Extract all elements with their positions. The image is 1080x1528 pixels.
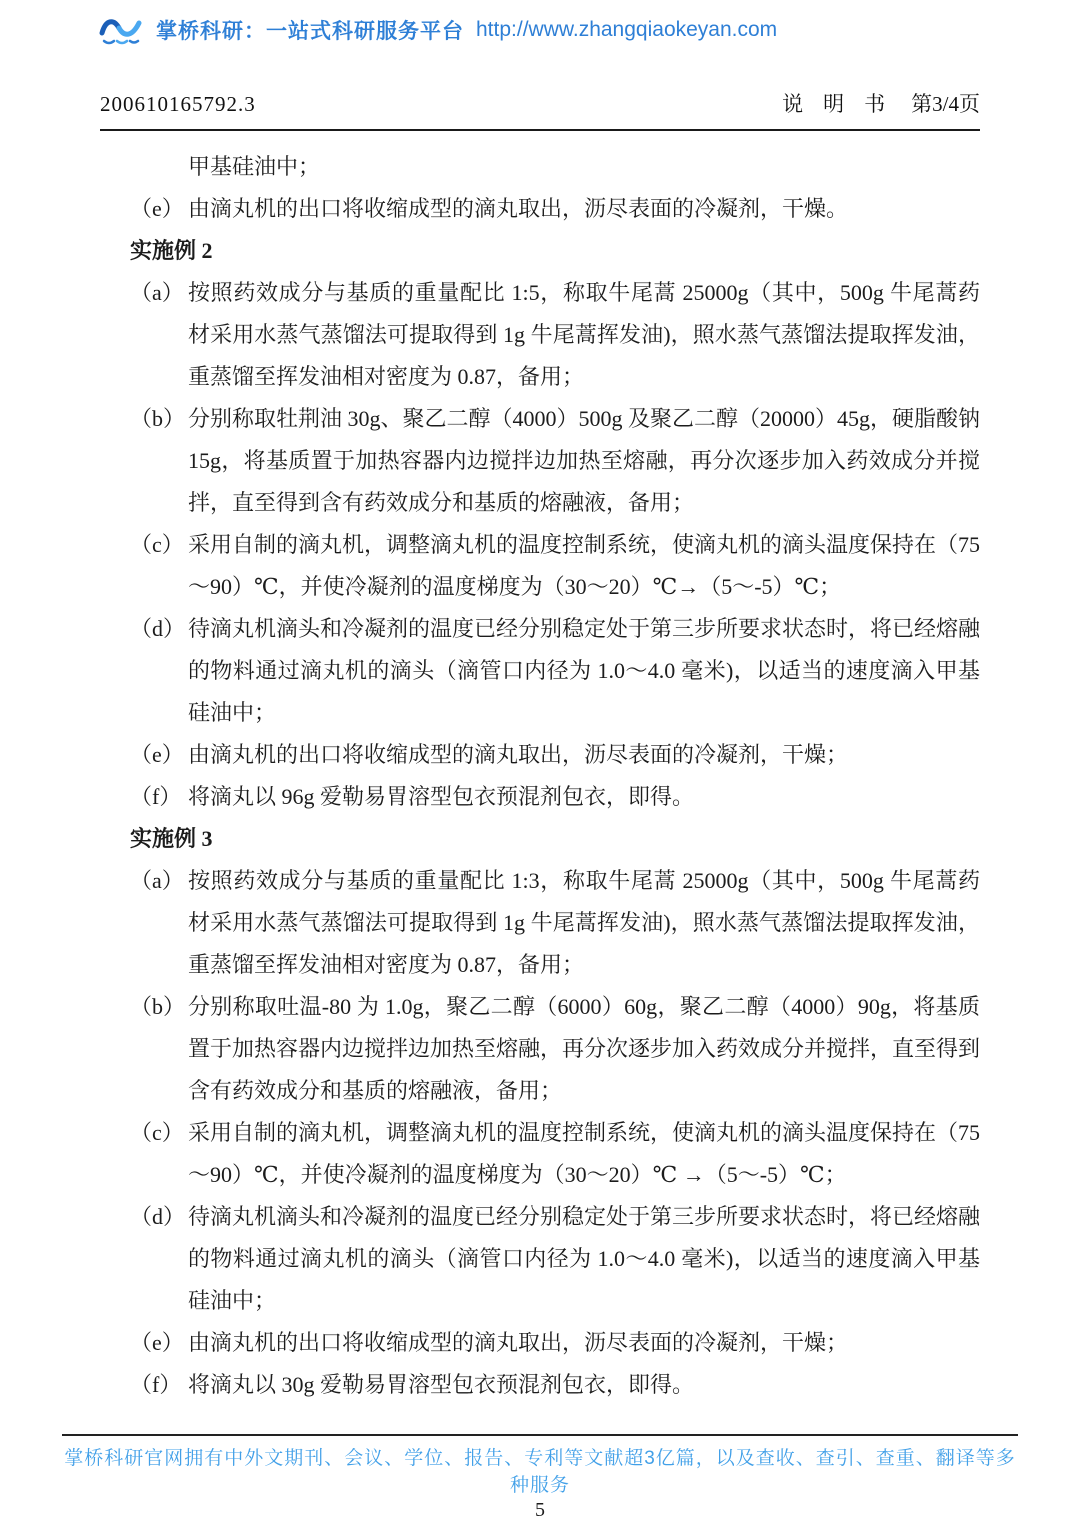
item-text: 按照药效成分与基质的重量配比 1:5，称取牛尾蒿 25000g（其中，500g 牛尾蒿药材采用水蒸气蒸馏法可提取得到 1g 牛尾蒿挥发油)，照水蒸气蒸馏法提取挥发油，重蒸馏至挥发油相对密度为 0.87，备用； [188, 280, 980, 389]
item-marker: （a） [130, 868, 184, 893]
item-marker: （d） [130, 616, 186, 641]
item-marker: （e） [130, 742, 184, 767]
item-text: 分别称取吐温-80 为 1.0g，聚乙二醇（6000）60g，聚乙二醇（4000）90g，将基质置于加热容器内边搅拌边加热至熔融，再分次逐步加入药效成分并搅拌，直至得到含有药效成分和基质的熔融液，备用； [188, 994, 981, 1103]
site-brand-header[interactable] [98, 12, 777, 48]
item-text: 由滴丸机的出口将收缩成型的滴丸取出，沥尽表面的冷凝剂，干燥。 [188, 196, 849, 221]
item-marker: （b） [130, 406, 186, 431]
item-text: 采用自制的滴丸机，调整滴丸机的温度控制系统，使滴丸机的滴头温度保持在（75～90）℃，并使冷凝剂的温度梯度为（30～20）℃→（5～-5）℃； [188, 532, 981, 599]
doc-type-label: 说明书 [782, 92, 906, 116]
item-marker: （c） [130, 532, 184, 557]
specification-body [100, 146, 980, 1406]
item-marker: （f） [130, 784, 182, 809]
list-item-e [100, 734, 980, 776]
list-item-d [100, 1196, 980, 1322]
item-text: 按照药效成分与基质的重量配比 1:3，称取牛尾蒿 25000g（其中，500g 牛尾蒿药材采用水蒸气蒸馏法可提取得到 1g 牛尾蒿挥发油)，照水蒸气蒸馏法提取挥发油，重蒸馏至挥发油相对密度为 0.87，备用； [188, 868, 980, 977]
patent-number: 200610165792.3 [100, 92, 256, 116]
list-item-c [100, 524, 980, 608]
item-text: 由滴丸机的出口将收缩成型的滴丸取出，沥尽表面的冷凝剂，干燥； [188, 742, 849, 767]
item-text: 分别称取牡荆油 30g、聚乙二醇（4000）500g 及聚乙二醇（20000）45g，硬脂酸钠 15g，将基质置于加热容器内边搅拌边加热至熔融，再分次逐步加入药效成分并搅拌，直至得到含有药效成分和基质的熔融液，备用； [188, 406, 981, 515]
footer-service-note: 掌桥科研官网拥有中外文期刊、会议、学位、报告、专利等文献超3亿篇，以及查收、查引、查重、翻译等多种服务 [64, 1448, 1016, 1496]
list-item-f [100, 1364, 980, 1406]
item-text: 待滴丸机滴头和冷凝剂的温度已经分别稳定处于第三步所要求状态时，将已经熔融的物料通过滴丸机的滴头（滴管口内径为 1.0～4.0 毫米)，以适当的速度滴入甲基硅油中； [188, 1204, 981, 1313]
brand-url-link[interactable]: http://www.zhangqiaokeyan.com [476, 18, 778, 41]
header-divider [100, 129, 980, 131]
item-marker: （e） [130, 196, 184, 221]
list-item-b [100, 398, 980, 524]
brand-name: 掌桥科研：一站式科研服务平台 [156, 20, 464, 43]
item-marker: （e） [130, 1330, 184, 1355]
item-marker: （b） [130, 994, 186, 1019]
doc-type-and-page [782, 88, 980, 118]
paragraph-continuation: 甲基硅油中； [188, 154, 321, 179]
section-heading-embodiment-2: 实施例 2 [130, 238, 213, 263]
list-item-e1 [100, 188, 980, 230]
item-marker: （a） [130, 280, 184, 305]
footer-divider [62, 1434, 1018, 1436]
list-item-d [100, 608, 980, 734]
document-header [100, 88, 980, 118]
item-text: 待滴丸机滴头和冷凝剂的温度已经分别稳定处于第三步所要求状态时，将已经熔融的物料通过滴丸机的滴头（滴管口内径为 1.0～4.0 毫米)，以适当的速度滴入甲基硅油中； [188, 616, 981, 725]
list-item-a [100, 860, 980, 986]
section-heading-embodiment-3: 实施例 3 [130, 826, 213, 851]
item-text: 将滴丸以 96g 爱勒易胃溶型包衣预混剂包衣，即得。 [188, 784, 695, 809]
item-text: 采用自制的滴丸机，调整滴丸机的温度控制系统，使滴丸机的滴头温度保持在（75～90）℃，并使冷凝剂的温度梯度为（30～20）℃ →（5～-5）℃； [188, 1120, 981, 1187]
item-text: 将滴丸以 30g 爱勒易胃溶型包衣预混剂包衣，即得。 [188, 1372, 695, 1397]
wave-logo-icon [98, 12, 144, 48]
list-item-e [100, 1322, 980, 1364]
list-item-a [100, 272, 980, 398]
page-indicator: 第3/4页 [911, 92, 980, 116]
list-item-c [100, 1112, 980, 1196]
list-item-f [100, 776, 980, 818]
item-marker: （d） [130, 1204, 186, 1229]
list-item-b [100, 986, 980, 1112]
item-marker: （f） [130, 1372, 182, 1397]
page-number: 5 [535, 1499, 545, 1521]
item-marker: （c） [130, 1120, 184, 1145]
item-text: 由滴丸机的出口将收缩成型的滴丸取出，沥尽表面的冷凝剂，干燥； [188, 1330, 849, 1355]
page-footer [62, 1434, 1018, 1522]
